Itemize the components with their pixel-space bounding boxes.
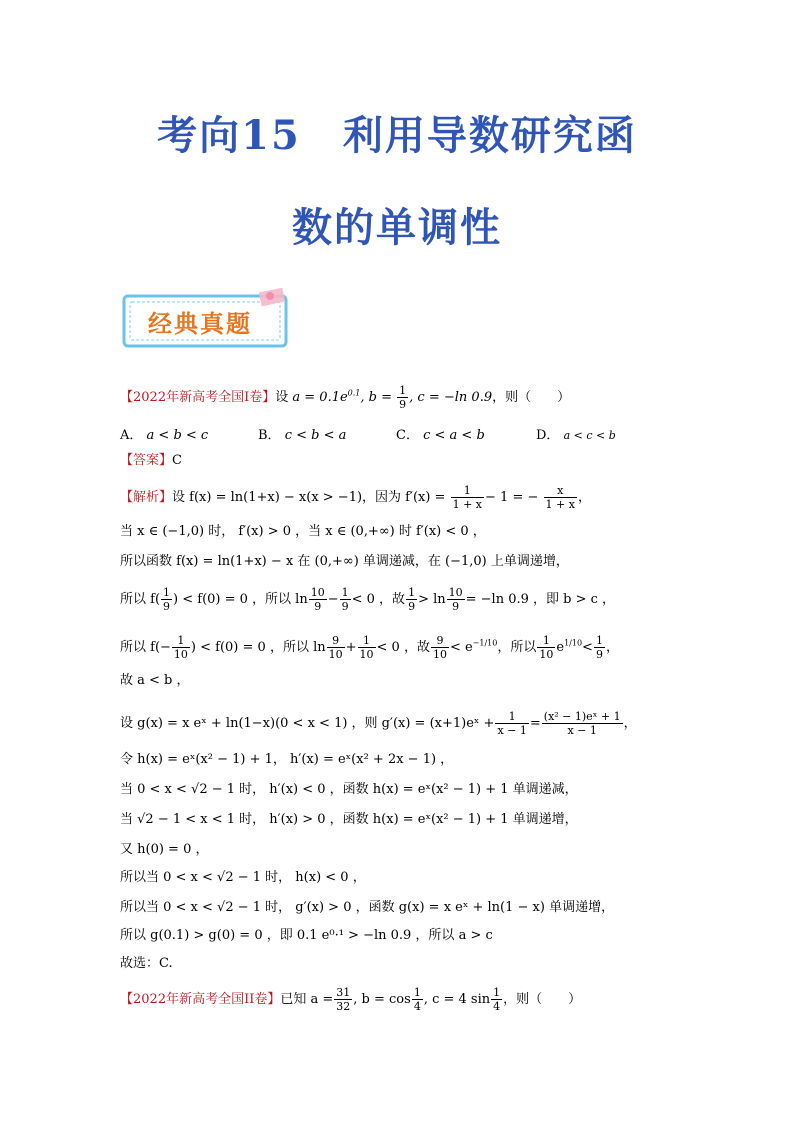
fraction: $\frac{1}{9}$ xyxy=(595,634,603,661)
option-b: B． c < b < a xyxy=(258,428,347,443)
analysis-line-9: 当 0 < x < √2 − 1 时， h′(x) < 0 ，函数 h(x) = eˣ(x² − 1) + 1 单调递减， xyxy=(120,782,578,797)
option-a: A． a < b < c xyxy=(120,428,209,443)
fraction: $\frac{1}{10}$ xyxy=(173,634,188,661)
analysis-line-14: 所以 g(0.1) > g(0) = 0 ，即 0.1 e⁰·¹ > −ln 0.9 ，所以 a > c xyxy=(120,928,493,943)
fraction: $\frac{1}{9}$ xyxy=(163,586,171,613)
fraction: $\frac{1}{9}$ xyxy=(408,586,416,613)
analysis-line-2: 当 x ∈ (−1,0) 时， f′(x) > 0 ，当 x ∈ (0,+∞) 时 f′(x) < 0 ， xyxy=(120,524,486,539)
fraction: $\frac{1}{10}$ xyxy=(539,634,554,661)
analysis-line-4: 所以 f( $\frac{1}{9}$ ) < f(0) = 0 ，所以 ln $\frac{10}{9}$ − $\frac{1}{9}$ < 0 ，故 $\frac{1}{9}$ > ln $\frac{10}{9}$ = −ln 0.9 ，即 b > c ， xyxy=(120,586,616,613)
analysis-line-13: 所以当 0 < x < √2 − 1 时， g′(x) > 0 ，函数 g(x) = x eˣ + ln(1 − x) 单调递增， xyxy=(120,900,615,915)
fraction: $\frac{1}{4}$ xyxy=(413,986,421,1013)
option-d: D． a < c < b xyxy=(536,428,616,443)
fraction: $\frac{10}{9}$ xyxy=(448,586,463,613)
analysis-line-3: 所以函数 f(x) = ln(1+x) − x 在 (0,+∞) 单调递减，在 (−1,0) 上单调递增， xyxy=(120,554,569,569)
question-2-stem: 【2022年新高考全国II卷】已知 a = $\frac{31}{32}$ , b = cos $\frac{1}{4}$ , c = 4 sin $\frac{1}{4}$ ，则（ ） xyxy=(120,986,582,1013)
analysis-line-5: 所以 f(− $\frac{1}{10}$ ) < f(0) = 0 ，所以 ln $\frac{9}{10}$ + $\frac{1}{10}$ < 0 ，故 $\frac{9}{10}$ < $e^{-1/10}$，所以 $\frac{1}{10}$ $e^{1/10}<$ $\frac{1}{9}$ ， xyxy=(120,634,619,661)
fraction: $\frac{1}{4}$ xyxy=(493,986,501,1013)
fraction: $\frac{1}{1 + x}$ xyxy=(452,484,483,511)
fraction: $\frac{1}{9}$ xyxy=(399,384,407,411)
fraction: $\frac{31}{32}$ xyxy=(336,986,351,1013)
analysis-line-6: 故 a < b ， xyxy=(120,673,190,688)
analysis-line-8: 令 h(x) = eˣ(x² − 1) + 1， h′(x) = eˣ(x² + 2x − 1) ， xyxy=(120,752,454,767)
analysis-line-7: 设 g(x) = x eˣ + ln(1−x)(0 < x < 1) ，则 g′(x) = (x+1)eˣ + $\frac{1}{x - 1}$ = $\frac{\text{(x² − 1)eˣ + 1}}{x - 1}$ ， xyxy=(120,710,637,737)
analysis-line-12: 所以当 0 < x < √2 − 1 时， h(x) < 0 ， xyxy=(120,870,366,885)
fraction: $\frac{\text{(x² − 1)eˣ + 1}}{x - 1}$ xyxy=(543,710,621,737)
analysis-line-11: 又 h(0) = 0 ， xyxy=(120,842,209,857)
analysis-line-10: 当 √2 − 1 < x < 1 时， h′(x) > 0 ，函数 h(x) = eˣ(x² − 1) + 1 单调递增， xyxy=(120,812,578,827)
page-title-line1: 考向15 利用导数研究函 xyxy=(157,112,637,159)
page-title-line2: 数的单调性 xyxy=(292,204,502,251)
analysis-line-15: 故选：C. xyxy=(120,956,173,971)
fraction: $\frac{x}{1 + x}$ xyxy=(545,484,575,511)
fraction: $\frac{1}{10}$ xyxy=(359,634,374,661)
fraction: $\frac{9}{10}$ xyxy=(328,634,343,661)
fraction: $\frac{9}{10}$ xyxy=(432,634,447,661)
question-1-stem: 【2022年新高考全国I卷】设 $a = 0.1e^{0.1}$, b = $\frac{1}{9}$ , c = −ln 0.9，则（ ） xyxy=(120,384,571,411)
fraction: $\frac{1}{x - 1}$ xyxy=(497,710,527,737)
fraction: $\frac{1}{9}$ xyxy=(341,586,349,613)
answer-line: 【答案】C xyxy=(120,453,182,468)
analysis-line-1: 【解析】设 f(x) = ln(1+x) − x(x > −1)，因为 f′(x) = $\frac{1}{1 + x}$ − 1 = − $\frac{x}{1 + x}$ ， xyxy=(120,484,591,511)
option-c: C． c < a < b xyxy=(396,428,485,443)
fraction: $\frac{10}{9}$ xyxy=(310,586,325,613)
section-badge-label: 经典真题 xyxy=(148,309,252,338)
